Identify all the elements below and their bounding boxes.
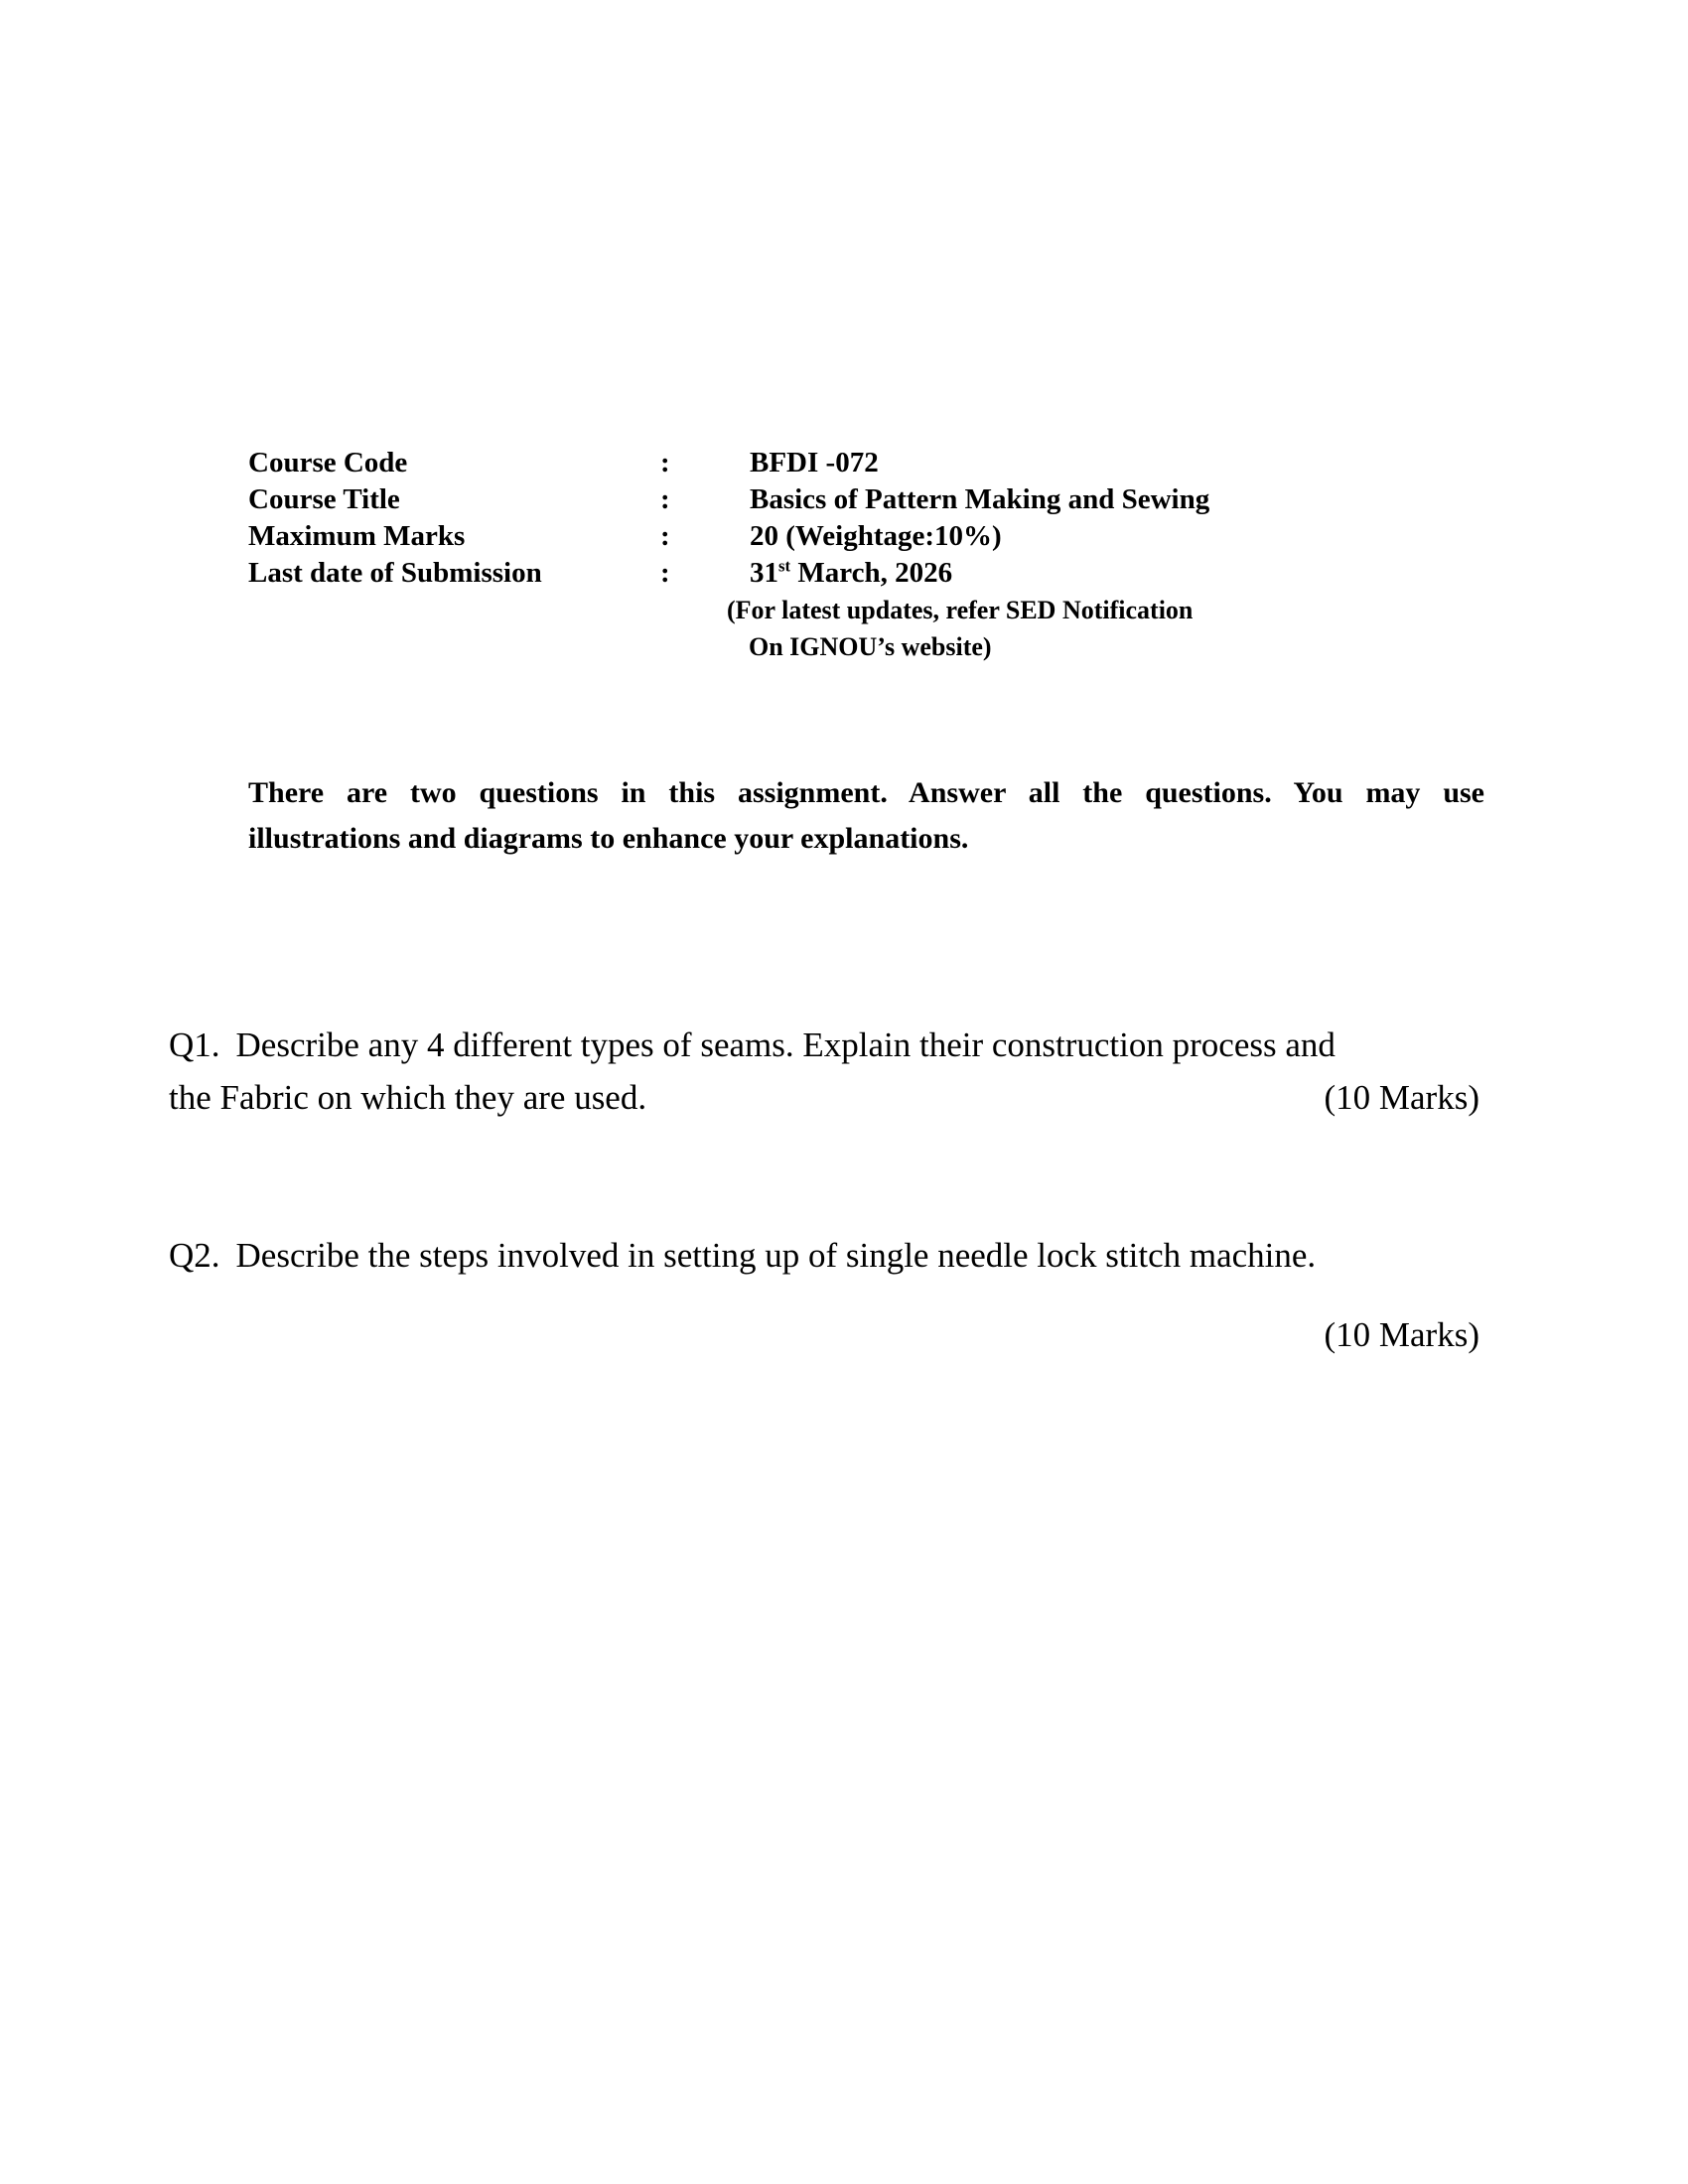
course-code-colon: : [660,447,670,478]
question-1-text: Describe any 4 different types of seams. Explain their construction process and [235,1025,1336,1064]
question-2 [169,1229,1479,1361]
sed-notification-note-line1: (For latest updates, refer SED Notification [727,596,1194,624]
question-2-marks: (10 Marks) [1324,1315,1479,1354]
question-1-line2 [169,1071,1479,1124]
last-date-colon: : [660,557,670,589]
question-1-marks: (10 Marks) [1324,1078,1479,1117]
question-1-number: Q1. [169,1025,220,1064]
course-code-row [248,445,1209,481]
last-date-value [750,555,1209,592]
last-date-day: 31 [750,557,778,589]
question-1 [169,1019,1479,1124]
course-info-table [248,445,1209,665]
question-1-text-continued: the Fabric on which they are used. [169,1078,647,1117]
instructions-line2: illustrations and diagrams to enhance your explanations. [248,822,969,855]
last-date-label: Last date of Submission [248,557,542,589]
question-2-number: Q2. [169,1236,220,1275]
course-code-value: BFDI -072 [750,447,879,478]
maximum-marks-row [248,518,1209,555]
course-code-label: Course Code [248,447,408,478]
maximum-marks-value: 20 (Weightage:10%) [750,520,1002,552]
last-date-row [248,555,1209,592]
question-2-text: Describe the steps involved in setting up of single needle lock stitch machine. [235,1236,1317,1275]
assignment-instructions [248,770,1484,862]
maximum-marks-label: Maximum Marks [248,520,466,552]
last-date-ordinal: st [778,556,791,576]
course-title-row [248,481,1209,518]
course-title-colon: : [660,483,670,515]
question-2-line1 [169,1229,1479,1282]
course-title-label: Course Title [248,483,400,515]
question-1-line1 [169,1019,1479,1071]
sed-notification-note-line2: On IGNOU’s website) [749,632,992,661]
course-title-value: Basics of Pattern Making and Sewing [750,483,1210,515]
instructions-line1: There are two questions in this assignment. Answer all the questions. You may use [248,776,1484,809]
last-date-rest: March, 2026 [790,557,953,589]
maximum-marks-colon: : [660,520,670,552]
